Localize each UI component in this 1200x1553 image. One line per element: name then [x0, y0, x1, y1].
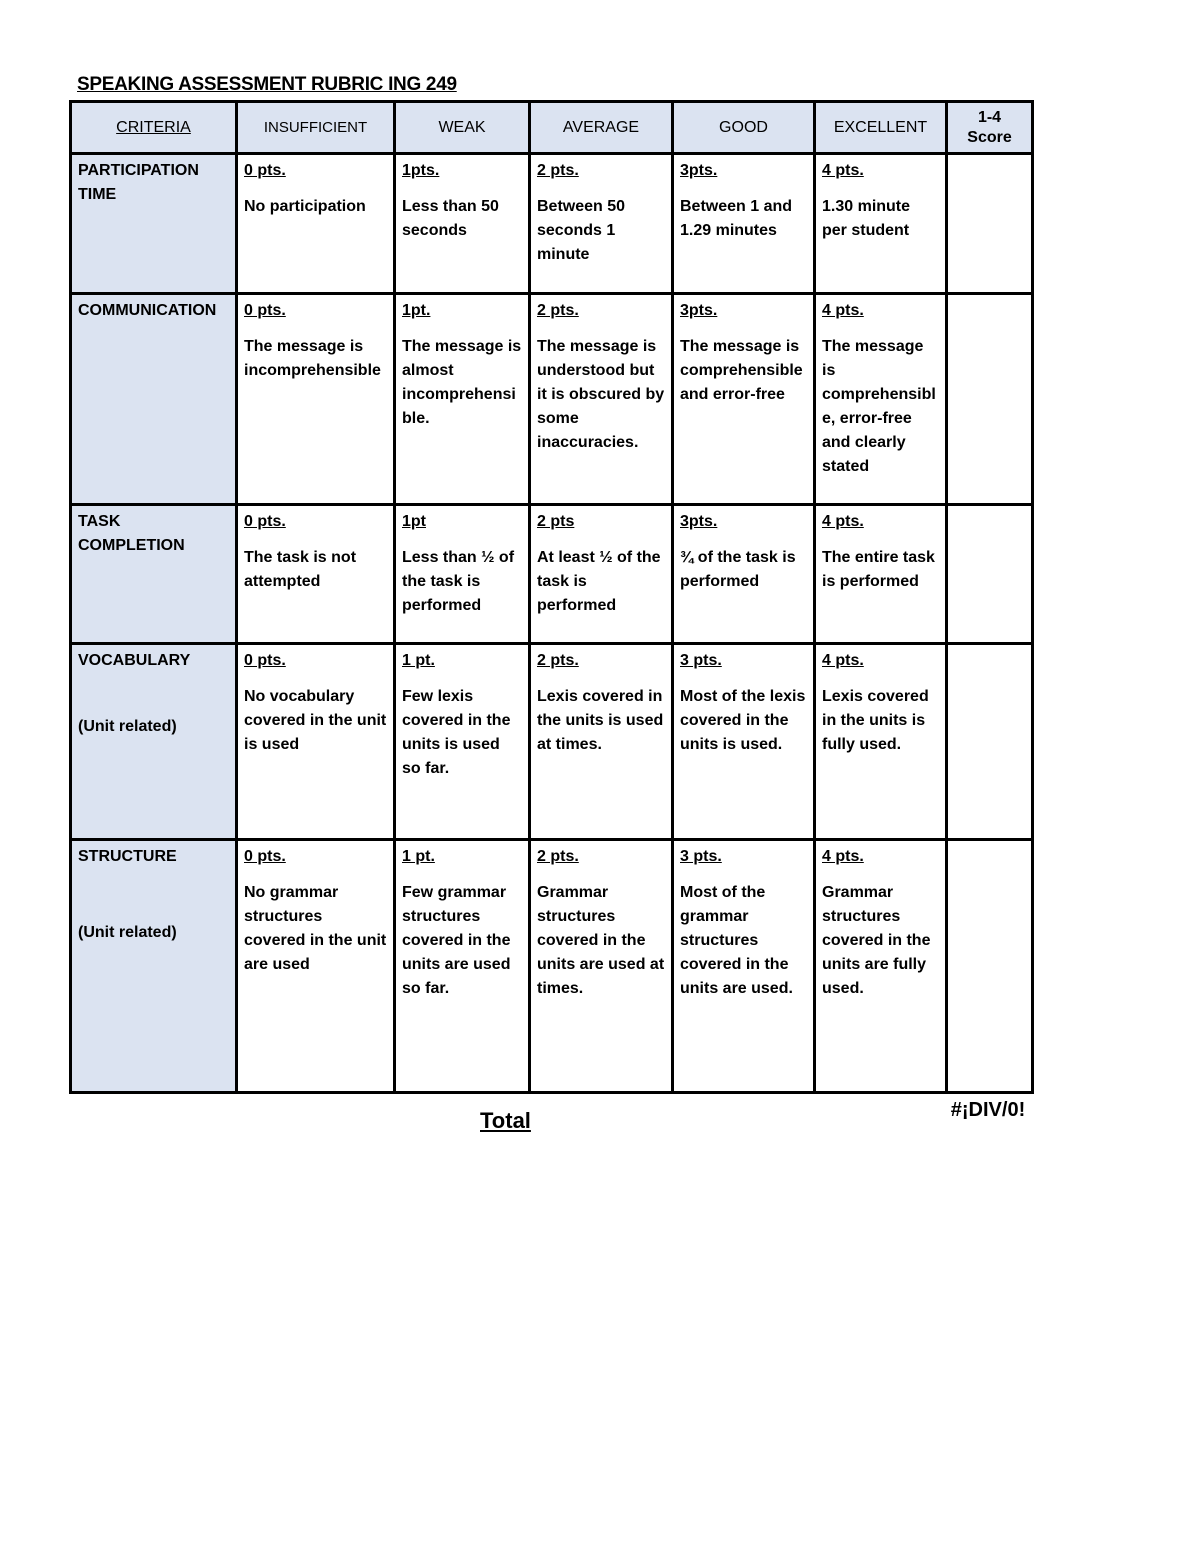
rubric-cell: [815, 505, 947, 644]
points-label: 4 pts.: [822, 513, 864, 530]
criterion-description: Less than ½ of the task is performed: [402, 549, 515, 614]
criterion-name: VOCABULARY: [78, 652, 191, 669]
rubric-cell: [530, 644, 673, 840]
rubric-cell: [673, 840, 815, 1093]
score-cell[interactable]: [947, 294, 1033, 505]
rubric-cell: [237, 644, 395, 840]
rubric-cell: [815, 294, 947, 505]
rubric-table: [69, 100, 1034, 1094]
rubric-row: [71, 840, 1033, 1093]
rubric-cell: [530, 505, 673, 644]
rubric-cell: [395, 644, 530, 840]
criterion-cell: [71, 644, 237, 840]
points-label: 0 pts.: [244, 513, 286, 530]
criterion-description: Most of the lexis covered in the units is used.: [680, 688, 806, 753]
document-title: SPEAKING ASSESSMENT RUBRIC ING 249: [77, 74, 457, 95]
rubric-cell: [237, 840, 395, 1093]
rubric-cell: [237, 154, 395, 294]
points-label: 3pts.: [680, 513, 718, 530]
header-excellent: EXCELLENT: [815, 102, 947, 154]
criterion-description: At least ½ of the task is performed: [537, 549, 661, 614]
points-label: 1 pt.: [402, 848, 435, 865]
points-label: 4 pts.: [822, 652, 864, 669]
points-label: 2 pts.: [537, 652, 579, 669]
points-label: 0 pts.: [244, 652, 286, 669]
criterion-description: ¾ of the task is performed: [680, 549, 796, 590]
rubric-row: [71, 505, 1033, 644]
criterion-name: COMMUNICATION: [78, 302, 217, 319]
rubric-cell: [395, 840, 530, 1093]
points-label: 2 pts.: [537, 848, 579, 865]
criterion-description: The task is not attempted: [244, 549, 357, 590]
points-label: 0 pts.: [244, 302, 286, 319]
score-cell[interactable]: [947, 505, 1033, 644]
rubric-cell: [673, 154, 815, 294]
criterion-description: The message is incomprehensible: [244, 338, 381, 379]
points-label: 1pt.: [402, 302, 431, 319]
criterion-description: No grammar structures covered in the unit are used: [244, 884, 387, 973]
points-label: 0 pts.: [244, 162, 286, 179]
header-row: [71, 102, 1033, 154]
points-label: 2 pts.: [537, 302, 579, 319]
points-label: 4 pts.: [822, 848, 864, 865]
rubric-cell: [673, 505, 815, 644]
points-label: 2 pts: [537, 513, 575, 530]
points-label: 3 pts.: [680, 652, 722, 669]
rubric-cell: [237, 294, 395, 505]
points-label: 1 pt.: [402, 652, 435, 669]
rubric-cell: [673, 644, 815, 840]
score-cell[interactable]: [947, 644, 1033, 840]
criterion-description: 1.30 minute per student: [822, 198, 911, 239]
criterion-description: Between 50 seconds 1 minute: [537, 198, 626, 263]
points-label: 4 pts.: [822, 162, 864, 179]
points-label: 2 pts.: [537, 162, 579, 179]
rubric-cell: [815, 154, 947, 294]
header-score: [947, 102, 1033, 154]
criterion-description: Grammar structures covered in the units are fully used.: [822, 884, 931, 997]
criterion-description: Lexis covered in the units is fully used.: [822, 688, 929, 753]
criterion-description: Lexis covered in the units is used at times.: [537, 688, 664, 753]
rubric-cell: [530, 840, 673, 1093]
rubric-cell: [815, 644, 947, 840]
score-cell[interactable]: [947, 154, 1033, 294]
criterion-description: Few grammar structures covered in the units are used so far.: [402, 884, 511, 997]
criterion-cell: [71, 840, 237, 1093]
criterion-name: TASK COMPLETION: [78, 513, 185, 554]
criterion-description: The message is comprehensible, error-free and clearly stated: [822, 338, 936, 475]
points-label: 0 pts.: [244, 848, 286, 865]
points-label: 4 pts.: [822, 302, 864, 319]
criterion-description: Grammar structures covered in the units are used at times.: [537, 884, 665, 997]
points-label: 3pts.: [680, 302, 718, 319]
criterion-name: STRUCTURE: [78, 848, 177, 865]
rubric-cell: [395, 505, 530, 644]
header-weak: WEAK: [395, 102, 530, 154]
rubric-cell: [815, 840, 947, 1093]
rubric-cell: [237, 505, 395, 644]
rubric-row: [71, 644, 1033, 840]
header-score-label: Score: [967, 128, 1012, 146]
header-insufficient: INSUFFICIENT: [237, 102, 395, 154]
points-label: 3pts.: [680, 162, 718, 179]
header-good: GOOD: [673, 102, 815, 154]
criterion-description: No vocabulary covered in the unit is used: [244, 688, 387, 753]
rubric-row: [71, 294, 1033, 505]
points-label: 1pt: [402, 513, 426, 530]
criterion-cell: [71, 154, 237, 294]
criterion-cell: [71, 505, 237, 644]
total-label: Total: [480, 1108, 531, 1133]
criterion-subtitle: (Unit related): [78, 924, 177, 941]
points-label: 3 pts.: [680, 848, 722, 865]
total-value: #¡DIV/0!: [950, 1099, 1026, 1121]
criterion-description: No participation: [244, 198, 366, 215]
criterion-name: PARTICIPATION TIME: [78, 162, 199, 203]
rubric-row: [71, 154, 1033, 294]
criterion-description: The message is almost incomprehensible.: [402, 338, 522, 427]
criterion-cell: [71, 294, 237, 505]
criterion-description: Few lexis covered in the units is used so far.: [402, 688, 511, 777]
rubric-cell: [530, 154, 673, 294]
header-average: AVERAGE: [530, 102, 673, 154]
rubric-cell: [395, 294, 530, 505]
criterion-description: Less than 50 seconds: [402, 198, 499, 239]
score-cell[interactable]: [947, 840, 1033, 1093]
rubric-cell: [395, 154, 530, 294]
rubric-cell: [530, 294, 673, 505]
header-score-range: 1-4: [977, 108, 1002, 126]
header-criteria: CRITERIA: [71, 102, 237, 154]
criterion-description: Between 1 and 1.29 minutes: [680, 198, 793, 239]
criterion-description: The message is comprehensible and error-free: [680, 338, 803, 403]
criterion-description: Most of the grammar structures covered in the units are used.: [680, 884, 793, 997]
criterion-description: The entire task is performed: [822, 549, 935, 590]
criterion-description: The message is understood but it is obscured by some inaccuracies.: [537, 338, 665, 451]
points-label: 1pts.: [402, 162, 440, 179]
criterion-subtitle: (Unit related): [78, 718, 177, 735]
rubric-cell: [673, 294, 815, 505]
